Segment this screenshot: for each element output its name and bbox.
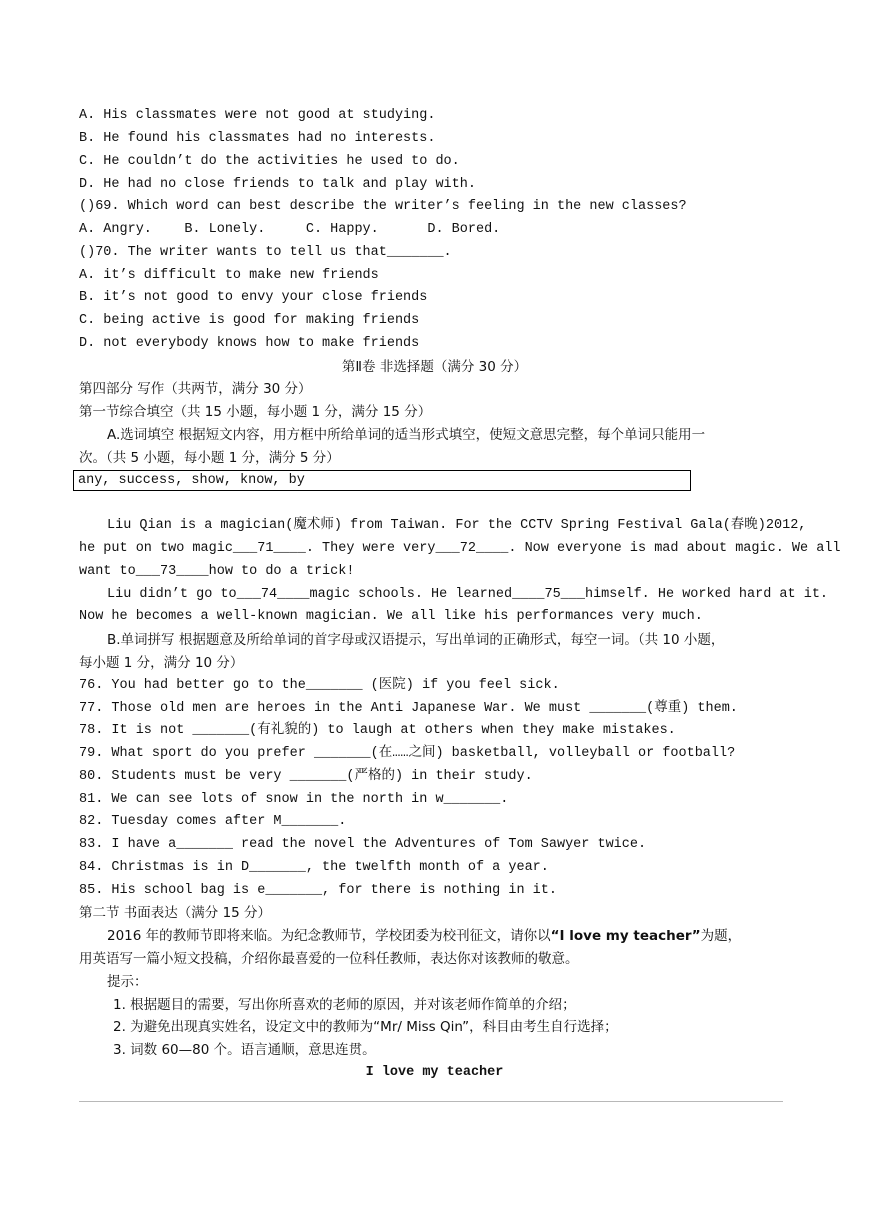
question-69-options: A. Angry. B. Lonely. C. Happy. D. Bored. (79, 222, 501, 237)
option-line: B. it’s not good to envy your close friends (79, 290, 428, 305)
option-line: C. He couldn’t do the activities he used to do. (79, 154, 460, 169)
passage-line: he put on two magic___71____. They were very___72____. Now everyone is mad about magic. We all (79, 541, 841, 556)
passage-line: Liu Qian is a magician(魔术师) from Taiwan. For the CCTV Spring Festival Gala(春晚)2012, (107, 518, 807, 533)
question-76: 76. You had better go to the_______ (医院) if you feel sick. (79, 678, 560, 693)
essay-title: I love my teacher (365, 1065, 504, 1080)
word-box (73, 470, 691, 491)
question-79: 79. What sport do you prefer _______(在……之间) basketball, volleyball or football? (79, 746, 736, 761)
section-a-instructions: A.选词填空 根据短文内容，用方框中所给单词的适当形式填空，使短文意思完整，每个单词只能用一 (107, 427, 706, 443)
passage-line: want to___73____how to do a trick! (79, 564, 355, 579)
option-line: A. His classmates were not good at studying. (79, 108, 436, 123)
section-b-instructions-cont: 每小题 1 分，满分 10 分） (79, 655, 244, 671)
hint-item: 3. 词数 60—80 个。语言通顺，意思连贯。 (113, 1042, 376, 1058)
question-80: 80. Students must be very _______(严格的) in their study. (79, 769, 533, 784)
part-4-title: 第四部分 写作（共两节，满分 30 分） (79, 381, 312, 397)
question-85: 85. His school bag is e_______, for there is nothing in it. (79, 883, 557, 898)
option-line: C. being active is good for making friends (79, 313, 420, 328)
passage-line: Liu didn’t go to___74____magic schools. He learned____75___himself. He worked hard at it. (107, 587, 829, 602)
question-81: 81. We can see lots of snow in the north in w_______. (79, 792, 509, 807)
section-1-title: 第一节综合填空（共 15 小题，每小题 1 分，满分 15 分） (79, 404, 432, 420)
section-2-title: 第二节 书面表达（满分 15 分） (79, 905, 272, 921)
passage-line: Now he becomes a well-known magician. We all like his performances very much. (79, 609, 703, 624)
question-82: 82. Tuesday comes after M_______. (79, 814, 347, 829)
option-line: B. He found his classmates had no interests. (79, 131, 436, 146)
option-line: D. He had no close friends to talk and play with. (79, 177, 476, 192)
question-70: ()70. The writer wants to tell us that_______. (79, 245, 452, 260)
option-line: D. not everybody knows how to make friends (79, 336, 420, 351)
question-69: ()69. Which word can best describe the writer’s feeling in the new classes? (79, 199, 687, 214)
question-77: 77. Those old men are heroes in the Anti Japanese War. We must _______(尊重) them. (79, 701, 738, 716)
essay-prompt-line-1: 2016 年的教师节即将来临。为纪念教师节，学校团委为校刊征文，请你以“I love my teacher”为题， (107, 928, 742, 944)
hint-item: 1. 根据题目的需要，写出你所喜欢的老师的原因，并对该老师作简单的介绍； (113, 997, 576, 1013)
question-83: 83. I have a_______ read the novel the Adventures of Tom Sawyer twice. (79, 837, 647, 852)
part-2-title: 第Ⅱ卷 非选择题（满分 30 分） (341, 359, 528, 375)
section-a-instructions-cont: 次。（共 5 小题，每小题 1 分，满分 5 分） (79, 450, 340, 466)
question-84: 84. Christmas is in D_______, the twelfth month of a year. (79, 860, 549, 875)
section-b-instructions: B.单词拼写 根据题意及所给单词的首字母或汉语提示，写出单词的正确形式，每空一词。（共 10 小题， (107, 632, 725, 648)
divider-line (79, 1101, 783, 1102)
hint-label: 提示： (107, 974, 148, 990)
essay-prompt-line-2: 用英语写一篇小短文投稿，介绍你最喜爱的一位科任教师，表达你对该教师的敬意。 (79, 951, 579, 967)
hint-item: 2. 为避免出现真实姓名，设定文中的教师为“Mr/ Miss Qin”，科目由考生自行选择； (113, 1019, 618, 1035)
question-78: 78. It is not _______(有礼貌的) to laugh at others when they make mistakes. (79, 723, 676, 738)
essay-topic: “I love my teacher” (550, 928, 701, 944)
option-line: A. it’s difficult to make new friends (79, 268, 379, 283)
word-box-text: any, success, show, know, by (78, 473, 305, 488)
